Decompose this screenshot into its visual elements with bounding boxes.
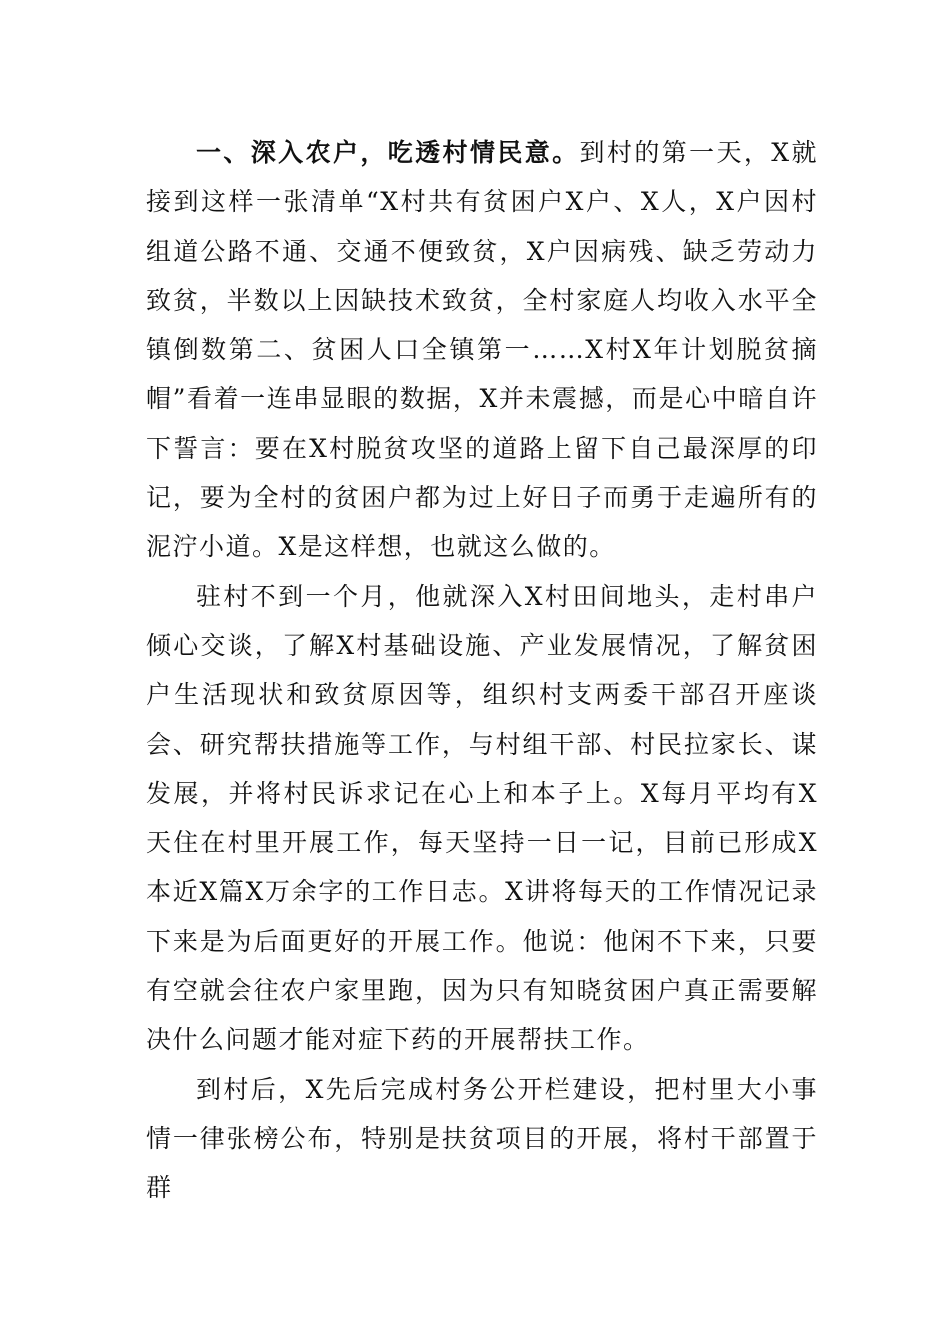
document-body bbox=[146, 128, 818, 1213]
paragraph-1 bbox=[146, 128, 818, 572]
paragraph-1-text: 到村的第一天，X就接到这样一张清单“X村共有贫困户X户、X人，X户因村组道公路不通、交通不便致贫，X户因病残、缺乏劳动力致贫，半数以上因缺技术致贫，全村家庭人均收入水平全镇倒数第二、贫困人口全镇第一……X村X年计划脱贫摘帽”看着一连串显眼的数据，X并未震撼，而是心中暗自许下誓言：要在X村脱贫攻坚的道路上留下自己最深厚的印记，要为全村的贫困户都为过上好日子而勇于走遍所有的泥泞小道。X是这样想，也就这么做的。 bbox=[146, 138, 818, 562]
section-heading: 一、深入农户，吃透村情民意。 bbox=[196, 138, 580, 167]
paragraph-2-text: 驻村不到一个月，他就深入X村田间地头，走村串户倾心交谈，了解X村基础设施、产业发展情况，了解贫困户生活现状和致贫原因等，组织村支两委干部召开座谈会、研究帮扶措施等工作，与村组干部、村民拉家长、谋发展，并将村民诉求记在心上和本子上。X每月平均有X天住在村里开展工作，每天坚持一日一记，目前已形成X本近X篇X万余字的工作日志。X讲将每天的工作情况记录下来是为后面更好的开展工作。他说：他闲不下来，只要有空就会往农户家里跑，因为只有知晓贫困户真正需要解决什么问题才能对症下药的开展帮扶工作。 bbox=[146, 581, 818, 1055]
paragraph-3-text: 到村后，X先后完成村务公开栏建设，把村里大小事情一律张榜公布，特别是扶贫项目的开展，将村干部置于群 bbox=[146, 1074, 818, 1203]
paragraph-2 bbox=[146, 572, 818, 1065]
paragraph-3 bbox=[146, 1065, 818, 1213]
